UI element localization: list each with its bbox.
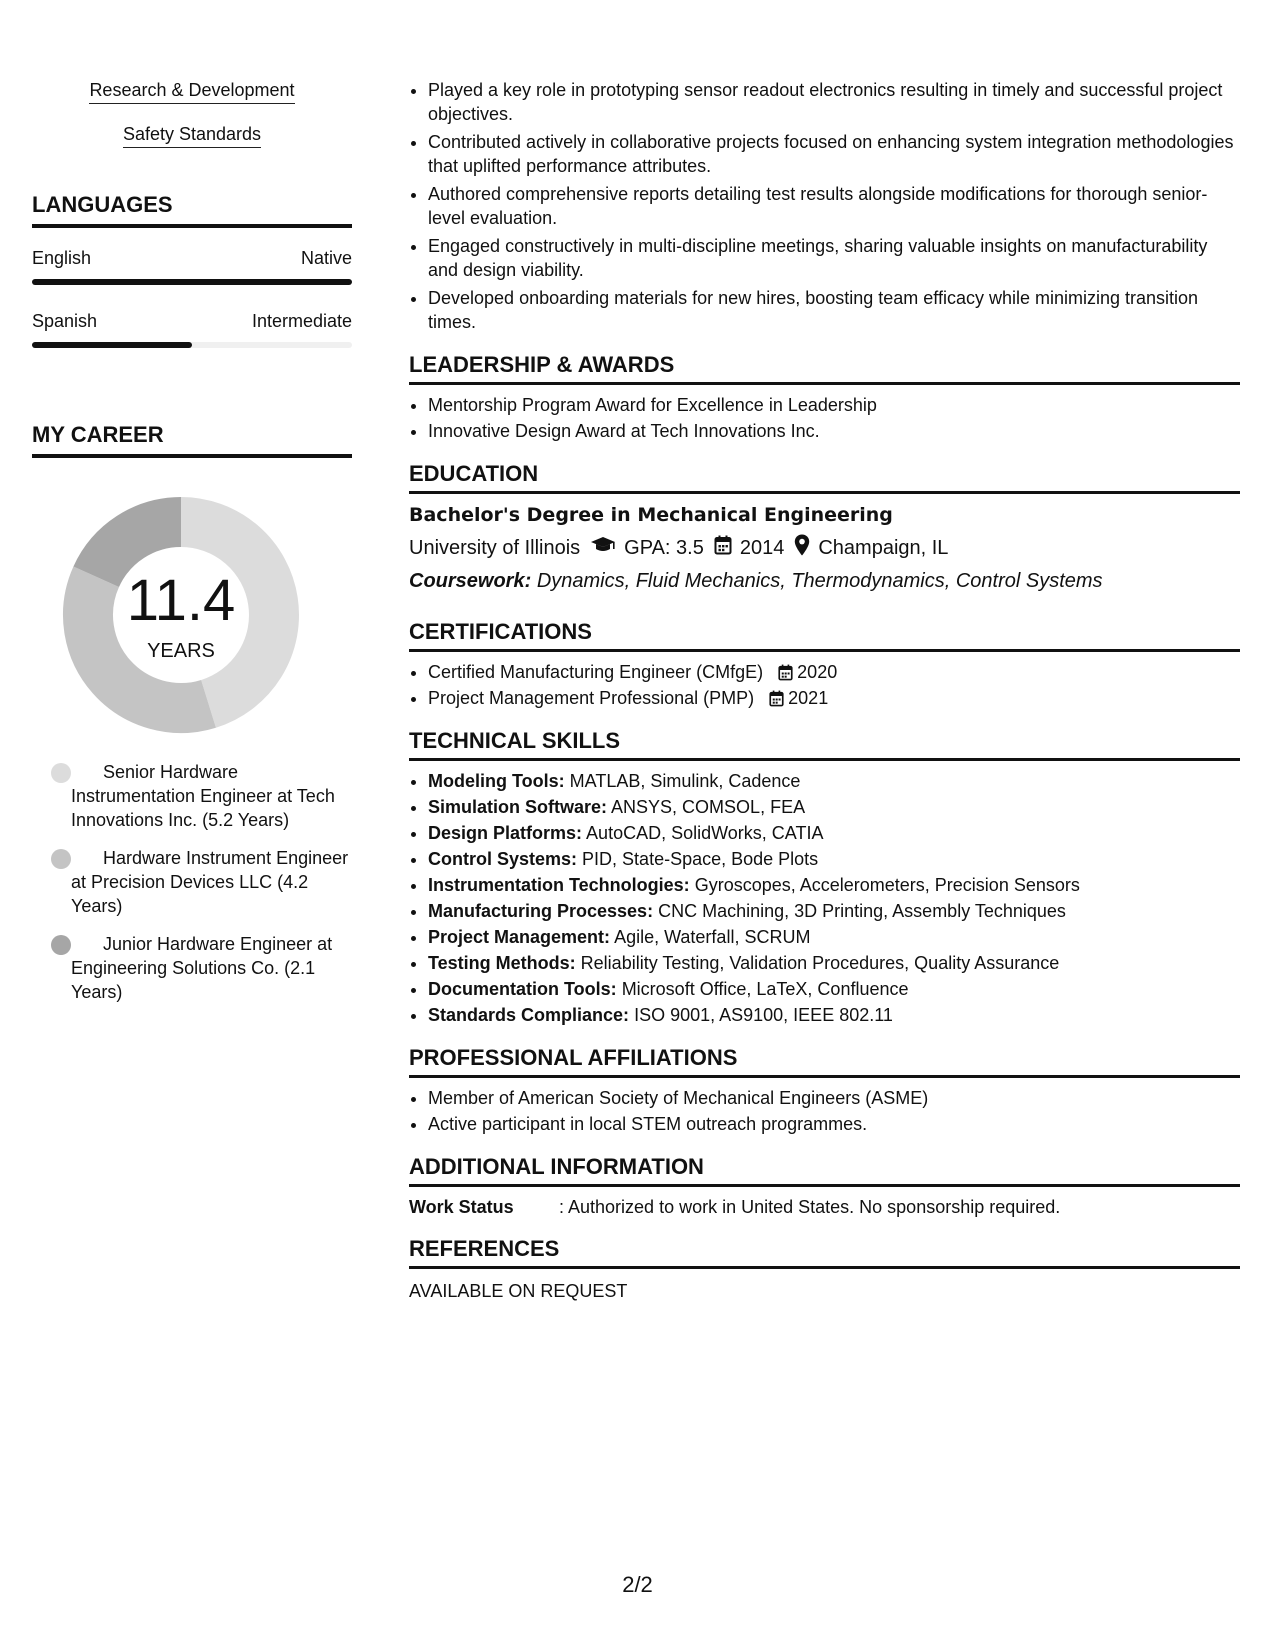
language-level: Native: [300, 248, 352, 268]
list-item: • Project Management: Agile, Waterfall, SCRUM: [428, 925, 1240, 949]
education-degree: Bachelor's Degree in Mechanical Engineering: [409, 504, 893, 526]
list-item: • Modeling Tools: MATLAB, Simulink, Cadence: [428, 769, 1240, 793]
list-item: • Played a key role in prototyping sensor readout electronics resulting in timely and successful project objectives.: [428, 78, 1240, 126]
page-number: 2/2: [622, 1572, 653, 1597]
technical-skills-title: TECHNICAL SKILLS: [409, 728, 1240, 761]
list-item: • Member of American Society of Mechanical Engineers (ASME): [428, 1086, 1240, 1110]
sidebar: [32, 80, 352, 1018]
coursework-label: Coursework:: [409, 570, 532, 592]
list-item: • Innovative Design Award at Tech Innovations Inc.: [428, 419, 1240, 443]
list-item: • Authored comprehensive reports detailing test results alongside modifications for thorough senior-level evaluation.: [428, 182, 1240, 230]
list-item: • Standards Compliance: ISO 9001, AS9100, IEEE 802.11: [428, 1003, 1240, 1027]
work-status-label: Work Status: [409, 1197, 514, 1217]
language-english: [32, 248, 352, 285]
education-meta: [409, 534, 1240, 562]
language-name: English: [32, 248, 92, 268]
language-spanish: [32, 311, 352, 348]
technical-skills-list: [409, 769, 1240, 1027]
cert-name: Project Management Professional (PMP): [428, 688, 755, 708]
education-location: Champaign, IL: [818, 536, 949, 559]
leadership-title: LEADERSHIP & AWARDS: [409, 352, 1240, 385]
cert-year: 2021: [788, 688, 829, 708]
legend-dot: [51, 849, 71, 869]
career-legend-item: Senior Hardware Instrumentation Engineer at Tech Innovations Inc. (5.2 Years): [51, 760, 351, 832]
language-bar-fill: [32, 342, 192, 348]
education-coursework: [409, 570, 1240, 593]
calendar-icon: [714, 535, 732, 561]
graduation-cap-icon: [590, 536, 616, 560]
career-legend: [32, 760, 352, 1004]
education-year: 2014: [739, 536, 785, 559]
calendar-icon: [778, 664, 793, 681]
legend-dot: [51, 763, 71, 783]
certifications-list: [409, 660, 1240, 710]
language-level: Intermediate: [251, 311, 352, 331]
language-bar: [32, 342, 352, 348]
references-text: AVAILABLE ON REQUEST: [409, 1281, 628, 1301]
career-title: MY CAREER: [32, 422, 352, 458]
coursework-value: Dynamics, Fluid Mechanics, Thermodynamics, Control Systems: [536, 570, 1103, 592]
list-item: • Testing Methods: Reliability Testing, Validation Procedures, Quality Assurance: [428, 951, 1240, 975]
list-item: • Documentation Tools: Microsoft Office, LaTeX, Confluence: [428, 977, 1240, 1001]
affiliations-title: PROFESSIONAL AFFILIATIONS: [409, 1045, 1240, 1078]
list-item: [428, 686, 1240, 710]
certifications-title: CERTIFICATIONS: [409, 619, 1240, 652]
language-bar: [32, 279, 352, 285]
skill-tag: Safety Standards: [32, 124, 352, 148]
education-school: University of Illinois: [409, 536, 581, 559]
work-status-value: : Authorized to work in United States. No sponsorship required.: [559, 1197, 1061, 1217]
career-donut-chart: [56, 490, 306, 740]
leadership-list: [409, 393, 1240, 443]
list-item: • Mentorship Program Award for Excellence in Leadership: [428, 393, 1240, 417]
career-legend-item: Junior Hardware Engineer at Engineering Solutions Co. (2.1 Years): [51, 932, 351, 1004]
languages-title: LANGUAGES: [32, 192, 352, 228]
career-legend-item: Hardware Instrument Engineer at Precision Devices LLC (4.2 Years): [51, 846, 351, 918]
education-gpa: GPA: 3.5: [624, 536, 704, 559]
list-item: • Instrumentation Technologies: Gyroscopes, Accelerometers, Precision Sensors: [428, 873, 1240, 897]
list-item: • Manufacturing Processes: CNC Machining, 3D Printing, Assembly Techniques: [428, 899, 1240, 923]
cert-name: Certified Manufacturing Engineer (CMfgE): [428, 662, 764, 682]
additional-info-title: ADDITIONAL INFORMATION: [409, 1154, 1240, 1187]
career-total-years: 11.4: [126, 568, 236, 633]
language-name: Spanish: [32, 311, 98, 331]
affiliations-list: [409, 1086, 1240, 1136]
education-title: EDUCATION: [409, 461, 1240, 494]
list-item: • Control Systems: PID, State-Space, Bode Plots: [428, 847, 1240, 871]
calendar-icon: [769, 690, 784, 707]
list-item: [428, 660, 1240, 684]
list-item: • Developed onboarding materials for new hires, boosting team efficacy while minimizing transition times.: [428, 286, 1240, 334]
map-pin-icon: [794, 534, 810, 562]
references-title: REFERENCES: [409, 1236, 1240, 1269]
list-item: • Engaged constructively in multi-discipline meetings, sharing valuable insights on manufacturability and design viability.: [428, 234, 1240, 282]
list-item: • Design Platforms: AutoCAD, SolidWorks, CATIA: [428, 821, 1240, 845]
work-status-row: [409, 1197, 1240, 1218]
list-item: • Simulation Software: ANSYS, COMSOL, FEA: [428, 795, 1240, 819]
career-total-unit: YEARS: [147, 640, 215, 662]
language-bar-fill: [32, 279, 352, 285]
legend-dot: [51, 935, 71, 955]
cert-year: 2020: [797, 662, 838, 682]
list-item: • Active participant in local STEM outreach programmes.: [428, 1112, 1240, 1136]
experience-bullets: [409, 78, 1240, 334]
list-item: • Contributed actively in collaborative projects focused on enhancing system integration methodologies that uplifted performance attributes.: [428, 130, 1240, 178]
main-content: [409, 78, 1240, 1302]
skill-tag: Research & Development: [32, 80, 352, 104]
